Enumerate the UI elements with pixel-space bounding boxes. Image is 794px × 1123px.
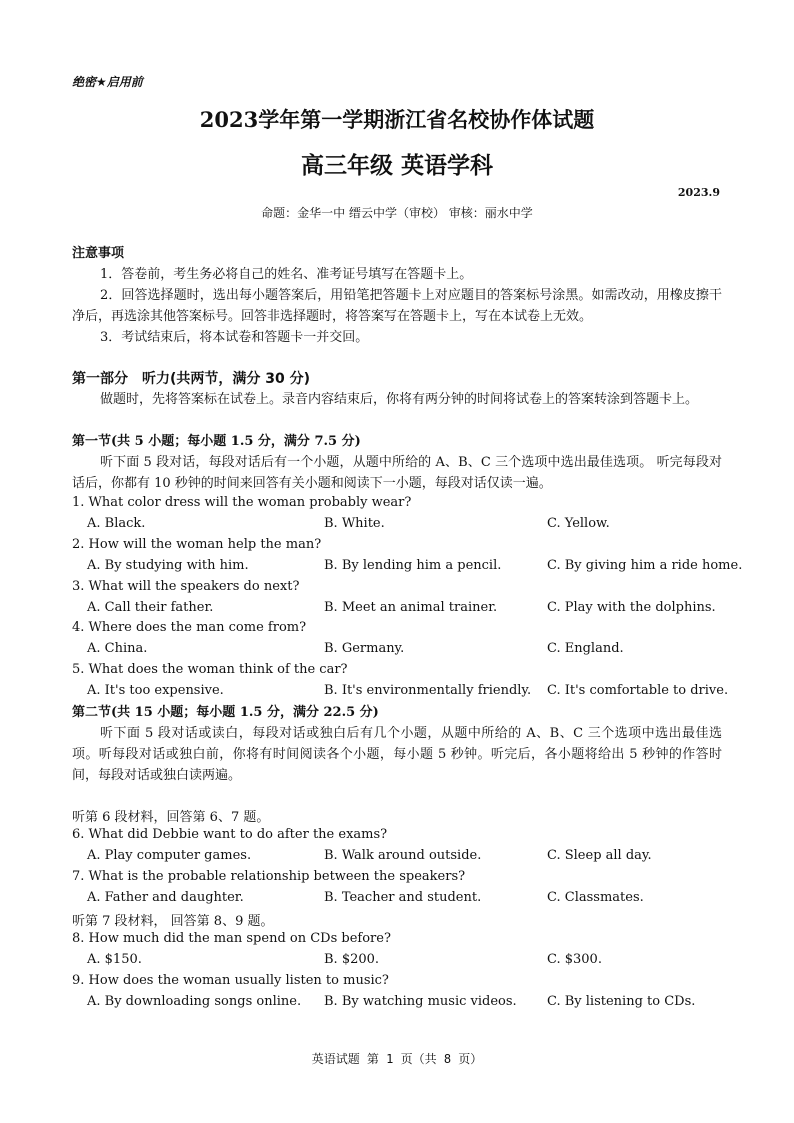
q8-option-c: C. $300. bbox=[547, 952, 602, 967]
exam-subtitle: 高三年级 英语学科 bbox=[300, 153, 493, 179]
part1-instruction: 做题时，先将答案标在试卷上。录音内容结束后，你将有两分钟的时间将试卷上的答案转涂到答题卡上。 bbox=[100, 392, 699, 407]
question-5: 5. What does the woman think of the car? bbox=[72, 662, 348, 677]
question-4: 4. Where does the man come from? bbox=[72, 620, 307, 635]
question-3: 3. What will the speakers do next? bbox=[72, 579, 300, 594]
q4-option-c: C. England. bbox=[547, 641, 624, 656]
page-footer: 英语试题 第 1 页（共 8 页） bbox=[311, 1052, 483, 1066]
section1-instruction: 听下面 5 段对话，每段对话后有一个小题，从题中所给的 A、B、C 三个选项中选出最佳选项。 听完每段对话后，你都有 10 秒钟的时间来回答有关小题和阅读下一小题，每段对话仅读一遍。 bbox=[72, 455, 722, 491]
q8-option-a: A. $150. bbox=[87, 952, 142, 967]
q3-option-b: B. Meet an animal trainer. bbox=[324, 600, 498, 615]
q2-option-c: C. By giving him a ride home. bbox=[547, 558, 743, 573]
question-1: 1. What color dress will the woman probably wear? bbox=[72, 495, 412, 510]
q1-option-b: B. White. bbox=[324, 516, 385, 531]
q9-option-b: B. By watching music videos. bbox=[324, 994, 517, 1009]
confidential-mark: 绝密★启用前 bbox=[72, 75, 143, 89]
section1-heading: 第一节(共 5 小题；每小题 1.5 分，满分 7.5 分) bbox=[72, 434, 361, 449]
question-9: 9. How does the woman usually listen to music? bbox=[72, 973, 389, 988]
q7-option-a: A. Father and daughter. bbox=[87, 890, 244, 905]
q3-option-c: C. Play with the dolphins. bbox=[547, 600, 716, 615]
q1-option-a: A. Black. bbox=[87, 516, 146, 531]
q6-option-b: B. Walk around outside. bbox=[324, 848, 482, 863]
question-6: 6. What did Debbie want to do after the exams? bbox=[72, 827, 388, 842]
q6-option-c: C. Sleep all day. bbox=[547, 848, 652, 863]
question-7: 7. What is the probable relationship between the speakers? bbox=[72, 869, 466, 884]
material-6-note: 听第 6 段材料，回答第 6、7 题。 bbox=[72, 810, 270, 825]
q6-option-a: A. Play computer games. bbox=[87, 848, 252, 863]
q1-option-c: C. Yellow. bbox=[547, 516, 610, 531]
question-8: 8. How much did the man spend on CDs before? bbox=[72, 931, 391, 946]
q7-option-b: B. Teacher and student. bbox=[324, 890, 482, 905]
q8-option-b: B. $200. bbox=[324, 952, 380, 967]
q9-option-c: C. By listening to CDs. bbox=[547, 994, 696, 1009]
q9-option-a: A. By downloading songs online. bbox=[87, 994, 302, 1009]
exam-date: 2023.9 bbox=[677, 186, 720, 199]
q4-option-a: A. China. bbox=[87, 641, 148, 656]
note-item-3: 3．考试结束后，将本试卷和答题卡一并交回。 bbox=[100, 330, 369, 345]
q5-option-b: B. It's environmentally friendly. bbox=[324, 683, 532, 698]
q5-option-a: A. It's too expensive. bbox=[87, 683, 224, 698]
part1-heading: 第一部分 听力(共两节，满分 30 分) bbox=[72, 371, 311, 387]
q4-option-b: B. Germany. bbox=[324, 641, 405, 656]
q7-option-c: C. Classmates. bbox=[547, 890, 644, 905]
note-item-1: 1．答卷前，考生务必将自己的姓名、准考证号填写在答题卡上。 bbox=[100, 267, 473, 282]
exam-title: 2023学年第一学期浙江省名校协作体试题 bbox=[199, 107, 595, 132]
q2-option-b: B. By lending him a pencil. bbox=[324, 558, 502, 573]
section2-heading: 第二节(共 15 小题；每小题 1.5 分，满分 22.5 分) bbox=[72, 705, 379, 720]
question-2: 2. How will the woman help the man? bbox=[72, 537, 322, 552]
note-item-2: 2．回答选择题时，选出每小题答案后，用铅笔把答题卡上对应题目的答案标号涂黑。如需改动，用橡皮擦干净后，再选涂其他答案标号。回答非选择题时，将答案写在答题卡上，写在本试卷上无效。 bbox=[72, 288, 722, 324]
notes-heading: 注意事项 bbox=[72, 246, 125, 261]
section2-instruction: 听下面 5 段对话或读白，每段对话或独白后有几个小题，从题中所给的 A、B、C 三个选项中选出最佳选项。听每段对话或独白前，你将有时间阅读各个小题，每小题 5 秒钟。听完后，各小题将给出 5 秒钟的作答时间，每段对话或独白读两遍。 bbox=[72, 726, 722, 783]
material-7-note: 听第 7 段材料， 回答第 8、9 题。 bbox=[72, 914, 274, 929]
q2-option-a: A. By studying with him. bbox=[87, 558, 249, 573]
q3-option-a: A. Call their father. bbox=[87, 600, 214, 615]
authors-line: 命题：金华一中 缙云中学（审校） 审核：丽水中学 bbox=[261, 206, 533, 220]
q5-option-c: C. It's comfortable to drive. bbox=[547, 683, 729, 698]
